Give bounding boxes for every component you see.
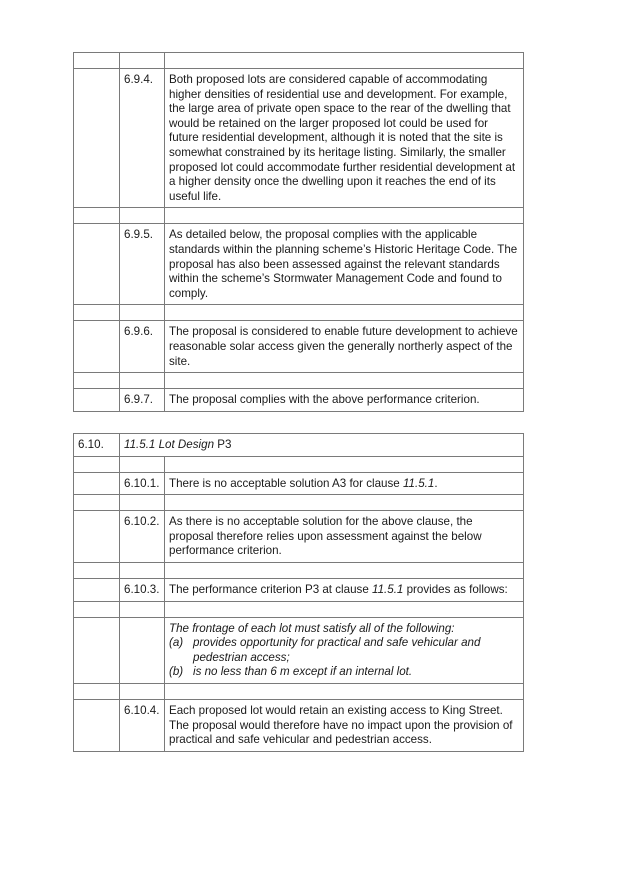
section-number: 6.10.	[74, 434, 120, 457]
spacer-row	[74, 373, 524, 389]
table-row	[74, 578, 524, 601]
text-run: The performance criterion P3 at clause	[169, 582, 372, 596]
quote-lead: The frontage of each lot must satisfy all of the following:	[169, 621, 455, 635]
text-run: There is no acceptable solution A3 for clause	[169, 476, 403, 490]
list-item-text: is no less than 6 m except if an internal lot.	[193, 665, 413, 679]
clause-number: 6.9.7.	[120, 389, 165, 412]
spacer-row	[74, 562, 524, 578]
clause-text	[165, 578, 524, 601]
table-row	[74, 224, 524, 305]
clause-text: The proposal is considered to enable future development to achieve reasonable solar access given the generally northerly aspect of the site.	[165, 321, 524, 373]
list-marker: (a)	[169, 636, 184, 650]
clause-number: 6.10.3.	[120, 578, 165, 601]
clause-number: 6.10.2.	[120, 511, 165, 563]
spacer-row	[74, 456, 524, 472]
clause-text: Both proposed lots are considered capable of accommodating higher densities of residential use and development. For example, the large area of private open space to the rear of the dwelling that would be retained on the larger proposed lot could be used for future residential development, although it is noted that the site is somewhat constrained by its heritage listing. Similarly, the smaller proposed lot could accommodate further residential development at a higher density once the dwelling upon it reaches the end of its useful life.	[165, 69, 524, 208]
clause-text: The proposal complies with the above performance criterion.	[165, 389, 524, 412]
list-item	[169, 665, 519, 680]
spacer-row	[74, 208, 524, 224]
spacer-row	[74, 305, 524, 321]
spacer-row	[74, 53, 524, 69]
section-title-clause: 11.5.1 Lot Design	[124, 438, 215, 451]
criterion-list	[169, 636, 519, 680]
spacer-row	[74, 601, 524, 617]
assessment-table-6-10	[73, 433, 524, 752]
table-row	[74, 511, 524, 563]
spacer-row	[74, 495, 524, 511]
clause-reference: 11.5.1	[372, 582, 404, 596]
clause-reference: 11.5.1	[402, 476, 435, 490]
list-item	[169, 636, 519, 665]
clause-number: 6.10.4.	[120, 699, 165, 751]
spacer-row	[74, 683, 524, 699]
table-row	[74, 472, 524, 495]
section-title-suffix: P3	[214, 438, 232, 451]
list-marker: (b)	[169, 665, 184, 679]
text-run: provides as follows:	[403, 582, 508, 596]
assessment-table-6-9	[73, 52, 524, 412]
clause-number: 6.9.6.	[120, 321, 165, 373]
table-row	[74, 699, 524, 751]
clause-text: As detailed below, the proposal complies with the applicable standards within the planning scheme’s Historic Heritage Code. The proposal has also been assessed against the relevant standards within the scheme’s Stormwater Management Code and found to comply.	[165, 224, 524, 305]
clause-text	[165, 472, 524, 495]
clause-number: 6.10.1.	[120, 472, 165, 495]
table-row	[74, 321, 524, 373]
table-row	[74, 69, 524, 208]
section-title	[120, 434, 524, 457]
quote-row	[74, 617, 524, 683]
clause-number: 6.9.4.	[120, 69, 165, 208]
quoted-criterion	[165, 617, 524, 683]
clause-text: Each proposed lot would retain an existing access to King Street. The proposal would therefore have no impact upon the provision of practical and safe vehicular and pedestrian access.	[165, 699, 524, 751]
clause-number: 6.9.5.	[120, 224, 165, 305]
list-item-text: provides opportunity for practical and safe vehicular and pedestrian access;	[193, 636, 481, 664]
clause-text: As there is no acceptable solution for the above clause, the proposal therefore relies upon assessment against the below performance criterion.	[165, 511, 524, 563]
text-run: .	[434, 476, 438, 490]
section-heading-row	[74, 434, 524, 457]
table-row	[74, 389, 524, 412]
